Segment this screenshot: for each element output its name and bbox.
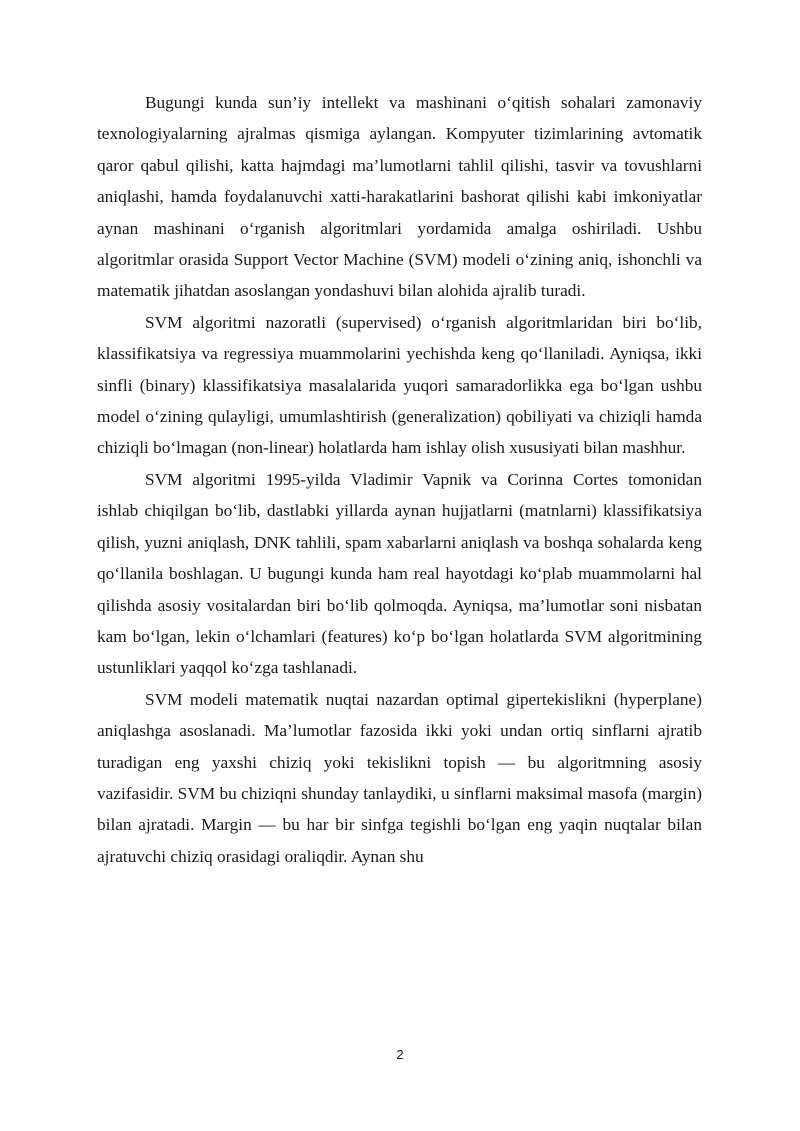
paragraph-2: SVM algoritmi nazoratli (supervised) o‘rganish algoritmlaridan biri bo‘lib, klassifikatsiya va regressiya muammolarini yechishda keng qo‘llaniladi. Ayniqsa, ikki sinfli (binary) klassifikatsiya masalalarida yuqori samaradorlikka ega bo‘lgan ushbu model o‘zining qulayligi, umumlashtirish (generalization) qobiliyati va chiziqli hamda chiziqli bo‘lmagan (non-linear) holatlarda ham ishlay olish xususiyati bilan mashhur. [97,312,702,458]
paragraph-4: SVM modeli matematik nuqtai nazardan optimal gipertekislikni (hyperplane) aniqlashga asoslanadi. Ma’lumotlar fazosida ikki yoki undan ortiq sinflarni ajratib turadigan eng yaxshi chiziq yoki tekislikni topish — bu algoritmning asosiy vazifasidir. SVM bu chiziqni shunday tanlaydiki, u sinflarni maksimal masofa (margin) bilan ajratadi. Margin — bu har bir sinfga tegishli bo‘lgan eng yaqin nuqtalar bilan ajratuvchi chiziq orasidagi oraliqdir. Aynan shu [97,689,702,866]
page-number: 2 [396,1047,404,1062]
paragraph-3: SVM algoritmi 1995-yilda Vladimir Vapnik va Corinna Cortes tomonidan ishlab chiqilgan bo‘lib, dastlabki yillarda aynan hujjatlarni (matnlarni) klassifikatsiya qilish, yuzni aniqlash, DNK tahlili, spam xabarlarni aniqlash va boshqa sohalarda keng qo‘llanila boshlagan. U bugungi kunda ham real hayotdagi ko‘plab muammolarni hal qilishda asosiy vositalardan biri bo‘lib qolmoqda. Ayniqsa, ma’lumotlar soni nisbatan kam bo‘lgan, lekin o‘lchamlari (features) ko‘p bo‘lgan holatlarda SVM algoritmining ustunliklari yaqqol ko‘zga tashlanadi. [97,469,702,678]
paragraph-1: Bugungi kunda sun’iy intellekt va mashinani o‘qitish sohalari zamonaviy texnologiyalarning ajralmas qismiga aylangan. Kompyuter tizimlarining avtomatik qaror qabul qilishi, katta hajmdagi ma’lumotlarni tahlil qilishi, tasvir va tovushlarni aniqlashi, hamda foydalanuvchi xatti-harakatlarini bashorat qilishi kabi imkoniyatlar aynan mashinani o‘rganish algoritmlari yordamida amalga oshiriladi. Ushbu algoritmlar orasida Support Vector Machine (SVM) modeli o‘zining aniq, ishonchli va matematik jihatdan asoslangan yondashuvi bilan alohida ajralib turadi. [97,93,702,301]
body-text [97,87,702,872]
